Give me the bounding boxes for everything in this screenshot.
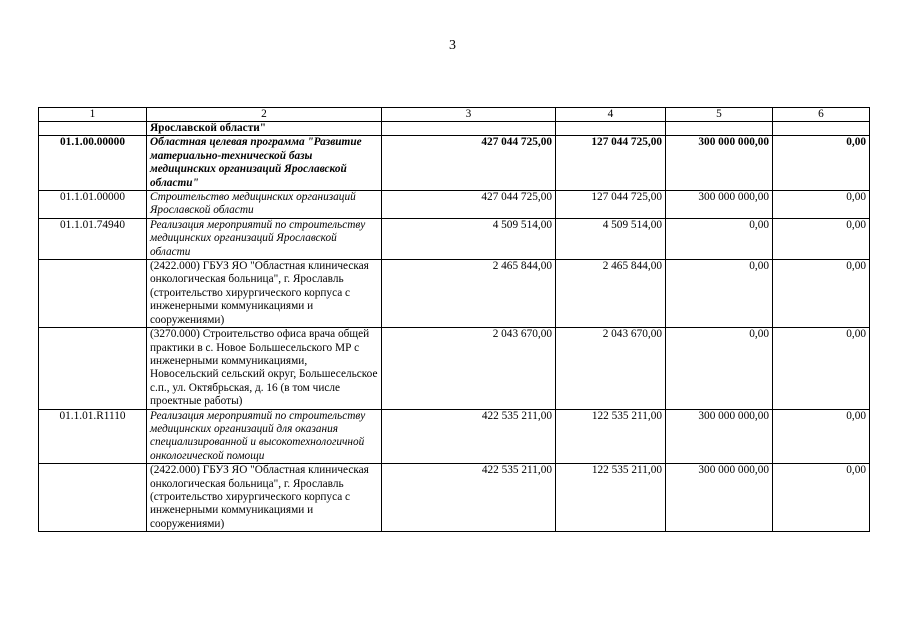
row-year1-cell: 127 044 725,00 bbox=[556, 191, 666, 219]
table-header-row bbox=[39, 108, 870, 122]
row-name-cell: Строительство медицинских организаций Ярославской области bbox=[147, 191, 382, 219]
row-code-cell bbox=[39, 260, 147, 328]
row-year3-cell: 0,00 bbox=[773, 191, 870, 219]
row-year3-cell: 0,00 bbox=[773, 328, 870, 409]
column-header-2: 2 bbox=[147, 108, 382, 122]
table-row bbox=[39, 191, 870, 219]
table-row bbox=[39, 328, 870, 409]
table-body bbox=[39, 122, 870, 532]
row-code-cell: 01.1.01.74940 bbox=[39, 218, 147, 259]
row-year1-cell: 127 044 725,00 bbox=[556, 136, 666, 191]
row-name-cell: (2422.000) ГБУЗ ЯО "Областная клиническая онкологическая больница", г. Ярославль (строительство хирургического корпуса с инженерными коммуникациями и сооружениями) bbox=[147, 260, 382, 328]
row-name-cell: (2422.000) ГБУЗ ЯО "Областная клиническая онкологическая больница", г. Ярославль (строительство хирургического корпуса с инженерными коммуникациями и сооружениями) bbox=[147, 464, 382, 532]
page-number: 3 bbox=[449, 38, 456, 53]
table-row bbox=[39, 464, 870, 532]
row-total-cell: 2 043 670,00 bbox=[382, 328, 556, 409]
row-year2-cell: 0,00 bbox=[666, 218, 773, 259]
row-year1-cell: 2 043 670,00 bbox=[556, 328, 666, 409]
row-year1-cell: 122 535 211,00 bbox=[556, 464, 666, 532]
row-code-cell: 01.1.01.R1110 bbox=[39, 409, 147, 464]
row-year2-cell: 0,00 bbox=[666, 328, 773, 409]
row-total-cell bbox=[382, 122, 556, 136]
row-year3-cell: 0,00 bbox=[773, 218, 870, 259]
column-header-3: 3 bbox=[382, 108, 556, 122]
budget-table bbox=[38, 107, 870, 532]
row-name-cell: Ярославской области" bbox=[147, 122, 382, 136]
column-header-6: 6 bbox=[773, 108, 870, 122]
row-year3-cell: 0,00 bbox=[773, 136, 870, 191]
row-year2-cell: 300 000 000,00 bbox=[666, 136, 773, 191]
row-total-cell: 427 044 725,00 bbox=[382, 136, 556, 191]
row-year1-cell: 4 509 514,00 bbox=[556, 218, 666, 259]
row-code-cell bbox=[39, 122, 147, 136]
row-year1-cell: 2 465 844,00 bbox=[556, 260, 666, 328]
row-year1-cell: 122 535 211,00 bbox=[556, 409, 666, 464]
row-total-cell: 2 465 844,00 bbox=[382, 260, 556, 328]
row-total-cell: 422 535 211,00 bbox=[382, 409, 556, 464]
row-year2-cell bbox=[666, 122, 773, 136]
row-total-cell: 427 044 725,00 bbox=[382, 191, 556, 219]
row-name-cell: Реализация мероприятий по строительству медицинских организаций Ярославской области bbox=[147, 218, 382, 259]
column-header-5: 5 bbox=[666, 108, 773, 122]
row-code-cell bbox=[39, 464, 147, 532]
table-row bbox=[39, 218, 870, 259]
row-code-cell: 01.1.01.00000 bbox=[39, 191, 147, 219]
row-year3-cell: 0,00 bbox=[773, 409, 870, 464]
row-name-cell: (3270.000) Строительство офиса врача общей практики в с. Новое Большесельского МР с инженерными коммуникациями, Новосельский сельский округ, Большесельское с.п., ул. Октябрьская, д. 16 (в том числе проектные работы) bbox=[147, 328, 382, 409]
row-year2-cell: 300 000 000,00 bbox=[666, 409, 773, 464]
row-year1-cell bbox=[556, 122, 666, 136]
column-header-4: 4 bbox=[556, 108, 666, 122]
row-name-cell: Реализация мероприятий по строительству медицинских организаций для оказания специализированной и высокотехнологичной онкологической помощи bbox=[147, 409, 382, 464]
column-header-1: 1 bbox=[39, 108, 147, 122]
row-year3-cell bbox=[773, 122, 870, 136]
row-year2-cell: 0,00 bbox=[666, 260, 773, 328]
row-year3-cell: 0,00 bbox=[773, 464, 870, 532]
row-code-cell bbox=[39, 328, 147, 409]
table-row bbox=[39, 122, 870, 136]
table-row bbox=[39, 409, 870, 464]
table-row bbox=[39, 136, 870, 191]
row-code-cell: 01.1.00.00000 bbox=[39, 136, 147, 191]
row-year2-cell: 300 000 000,00 bbox=[666, 464, 773, 532]
row-year3-cell: 0,00 bbox=[773, 260, 870, 328]
row-total-cell: 4 509 514,00 bbox=[382, 218, 556, 259]
row-name-cell: Областная целевая программа "Развитие материально-технической базы медицинских организаций Ярославской области" bbox=[147, 136, 382, 191]
row-total-cell: 422 535 211,00 bbox=[382, 464, 556, 532]
row-year2-cell: 300 000 000,00 bbox=[666, 191, 773, 219]
table-row bbox=[39, 260, 870, 328]
